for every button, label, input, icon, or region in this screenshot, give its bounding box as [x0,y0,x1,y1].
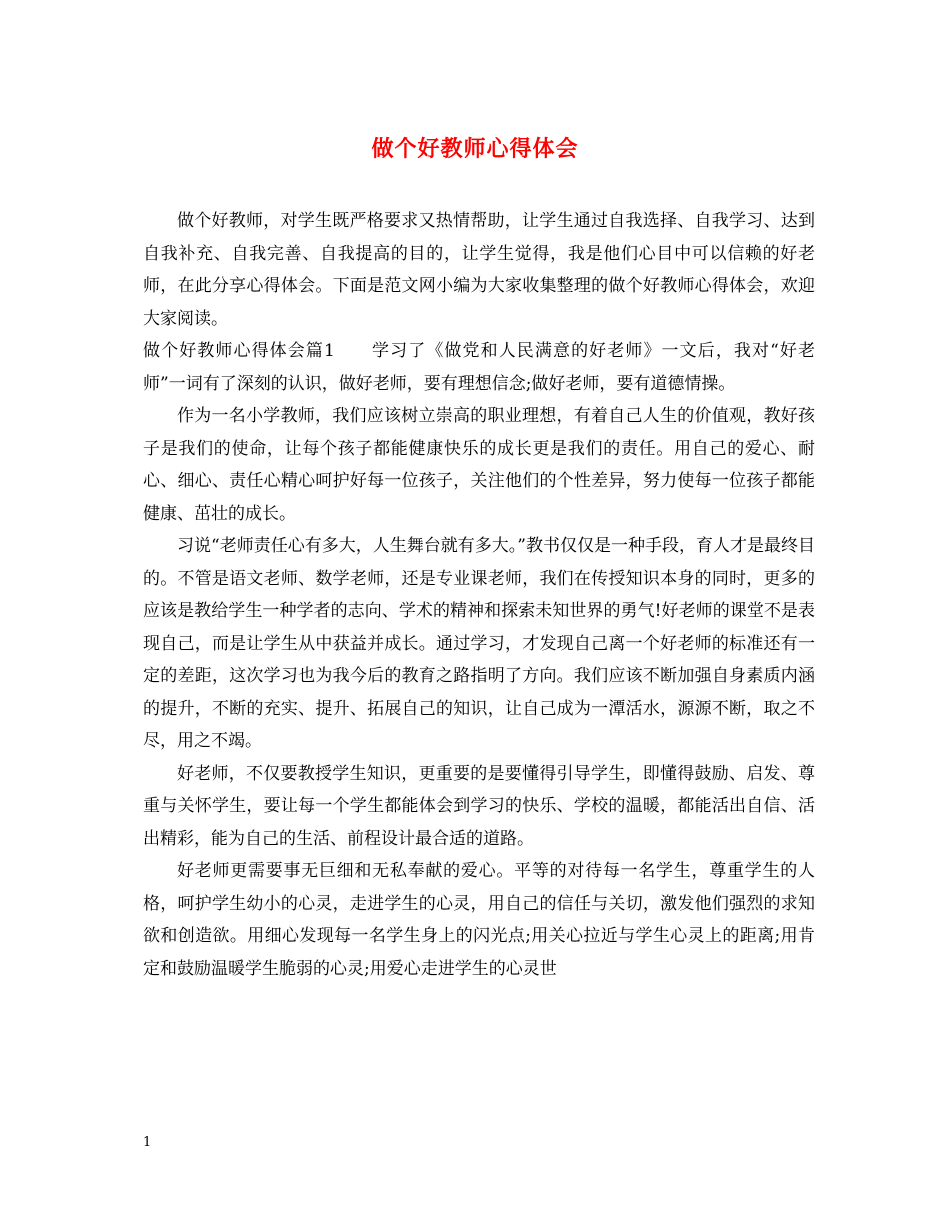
paragraph-intro: 做个好教师，对学生既严格要求又热情帮助，让学生通过自我选择、自我学习、达到自我补充、自我完善、自我提高的目的，让学生觉得，我是他们心目中可以信赖的好老师，在此分享心得体会。下面是范文网小编为大家收集整理的做个好教师心得体会，欢迎大家阅读。 [143,211,815,329]
paragraph-4: 好老师，不仅要教授学生知识，更重要的是要懂得引导学生，即懂得鼓励、启发、尊重与关怀学生，要让每一个学生都能体会到学习的快乐、学校的温暖，都能活出自信、活出精彩，能为自己的生活、前程设计最合适的道路。 [143,763,815,849]
paragraph-section-1: 做个好教师心得体会篇1 学习了《做党和人民满意的好老师》一文后，我对“好老师”一词有了深刻的认识，做好老师，要有理想信念;做好老师，要有道德情操。 [143,341,815,394]
paragraph-5: 好老师更需要事无巨细和无私奉献的爱心。平等的对待每一名学生，尊重学生的人格，呵护学生幼小的心灵，走进学生的心灵，用自己的信任与关切，激发他们强烈的求知欲和创造欲。用细心发现每一名学生身上的闪光点;用关心拉近与学生心灵上的距离;用肯定和鼓励温暖学生脆弱的心灵;用爱心走进学生的心灵世 [143,861,815,979]
document-title: 做个好教师心得体会 [371,136,579,162]
paragraph-2: 作为一名小学教师，我们应该树立崇高的职业理想，有着自己人生的价值观，教好孩子是我们的使命，让每个孩子都能健康快乐的成长更是我们的责任。用自己的爱心、耐心、细心、责任心精心呵护好每一位孩子，关注他们的个性差异，努力使每一位孩子都能健康、茁壮的成长。 [143,406,815,524]
paragraph-3: 习说“老师责任心有多大，人生舞台就有多大。”教书仅仅是一种手段，育人才是最终目的。不管是语文老师、数学老师，还是专业课老师，我们在传授知识本身的同时，更多的应该是教给学生一种学者的志向、学术的精神和探索未知世界的勇气!好老师的课堂不是表现自己，而是让学生从中获益并成长。通过学习，才发现自己离一个好老师的标准还有一定的差距，这次学习也为我今后的教育之路指明了方向。我们应该不断加强自身素质内涵的提升，不断的充实、提升、拓展自己的知识，让自己成为一潭活水，源源不断，取之不尽，用之不竭。 [143,536,815,751]
page-number: 1 [143,1135,152,1150]
document-body [143,205,815,985]
